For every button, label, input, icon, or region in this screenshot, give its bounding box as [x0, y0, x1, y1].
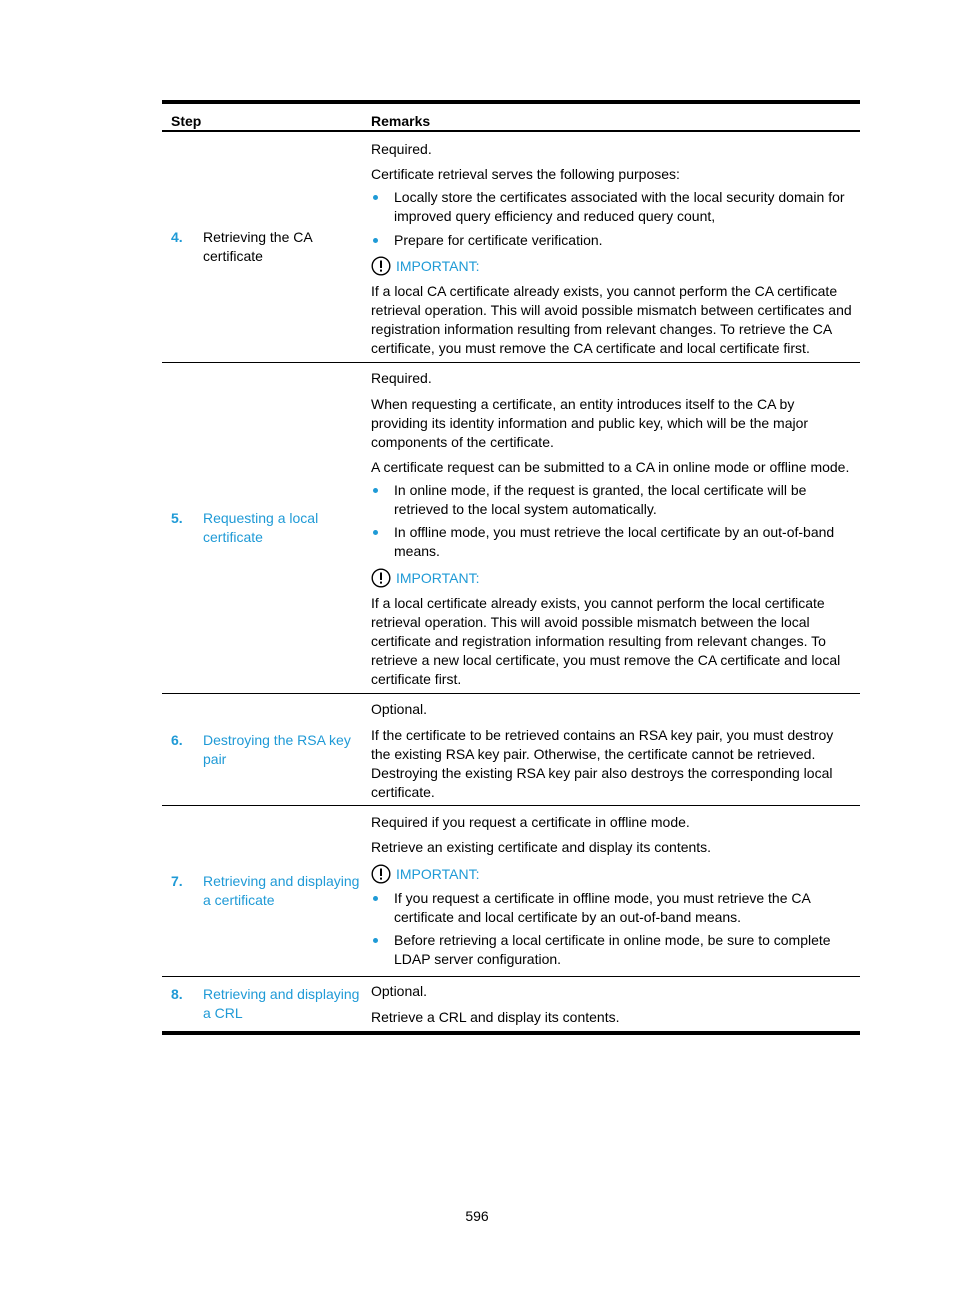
step-link[interactable]: Requesting a local certificate	[203, 510, 319, 545]
step-cell	[162, 806, 371, 976]
warning-icon	[371, 568, 391, 588]
remark-text: A certificate request can be submitted to a CA in online mode or offline mode.	[371, 459, 850, 475]
list-item: In offline mode, you must retrieve the local certificate by an out-of-band means.	[371, 523, 854, 561]
step-label: Retrieving the CA certificate	[203, 229, 312, 264]
remark-text: Retrieve a CRL and display its contents.	[371, 1009, 620, 1025]
list-item: Before retrieving a local certificate in online mode, be sure to complete LDAP server configuration.	[371, 931, 854, 969]
list-item: In online mode, if the request is granted, the local certificate will be retrieved to the local system automatically.	[371, 481, 854, 519]
remarks-cell	[371, 132, 860, 362]
bullet-icon	[373, 195, 378, 200]
important-label: IMPORTANT:	[396, 569, 480, 586]
step-link[interactable]: Retrieving and displaying a CRL	[203, 986, 360, 1021]
step-cell	[162, 977, 371, 1031]
important-note: If a local certificate already exists, you cannot perform the local certificate retrieval operation. This will avoid possible mismatch between the local certificate and registration information resulting from relevant changes. To retrieve a new local certificate, you must remove the CA certificate and local certificate first.	[371, 595, 841, 687]
bullet-icon	[373, 238, 378, 243]
page-number: 596	[465, 1208, 489, 1224]
list-item: If you request a certificate in offline mode, you must retrieve the CA certificate and local certificate by an out-of-band means.	[371, 889, 854, 927]
header-step: Step	[171, 113, 202, 129]
important-label: IMPORTANT:	[396, 865, 480, 882]
step-link[interactable]: Retrieving and displaying a certificate	[203, 873, 360, 908]
warning-icon	[371, 256, 391, 276]
bullet-icon	[373, 938, 378, 943]
table-row	[162, 806, 860, 977]
header-remarks: Remarks	[371, 113, 431, 129]
important-callout	[371, 567, 854, 589]
step-cell	[162, 694, 371, 805]
important-callout	[371, 255, 854, 277]
table-row	[162, 977, 860, 1031]
steps-table	[162, 100, 860, 1035]
list-item: Prepare for certificate verification.	[371, 231, 854, 250]
step-number: 8.	[171, 986, 183, 1002]
remarks-cell	[371, 977, 860, 1031]
bullet-icon	[373, 530, 378, 535]
important-label: IMPORTANT:	[396, 257, 480, 274]
step-number: 7.	[171, 873, 183, 889]
remarks-cell	[371, 363, 860, 693]
remark-text: Optional.	[371, 701, 428, 717]
remarks-cell	[371, 806, 860, 976]
remark-text: If the certificate to be retrieved contains an RSA key pair, you must destroy the existing RSA key pair. Otherwise, the certificate cannot be retrieved. Destroying the existing RSA key pair also destroys the corresponding local certificate.	[371, 727, 834, 800]
bullet-icon	[373, 896, 378, 901]
step-cell	[162, 363, 371, 693]
step-number: 4.	[171, 229, 183, 245]
table-row	[162, 132, 860, 363]
step-number: 6.	[171, 731, 183, 748]
remarks-cell	[371, 694, 860, 805]
remark-text: Optional.	[371, 983, 428, 999]
remark-text: Retrieve an existing certificate and display its contents.	[371, 839, 712, 855]
warning-icon	[371, 864, 391, 884]
table-row	[162, 694, 860, 806]
table-header	[162, 104, 860, 132]
list-item: Locally store the certificates associated with the local security domain for improved query efficiency and reduced query count,	[371, 188, 854, 226]
remark-text: Certificate retrieval serves the following purposes:	[371, 166, 680, 182]
bullet-icon	[373, 488, 378, 493]
remark-text: Required if you request a certificate in offline mode.	[371, 814, 690, 830]
remark-text: When requesting a certificate, an entity introduces itself to the CA by providing its identity information and public key, which will be the major components of the certificate.	[371, 396, 809, 450]
important-callout	[371, 863, 854, 885]
important-note: If a local CA certificate already exists, you cannot perform the CA certificate retrieval operation. This will avoid possible mismatch between certificates and registration information resulting from relevant changes. To retrieve the CA certificate, you must remove the CA certificate and local certificate first.	[371, 283, 852, 356]
remark-text: Required.	[371, 370, 432, 386]
step-number: 5.	[171, 510, 183, 526]
step-link[interactable]: Destroying the RSA key pair	[203, 731, 351, 767]
table-row	[162, 363, 860, 694]
remark-text: Required.	[371, 141, 432, 157]
step-cell	[162, 132, 371, 362]
